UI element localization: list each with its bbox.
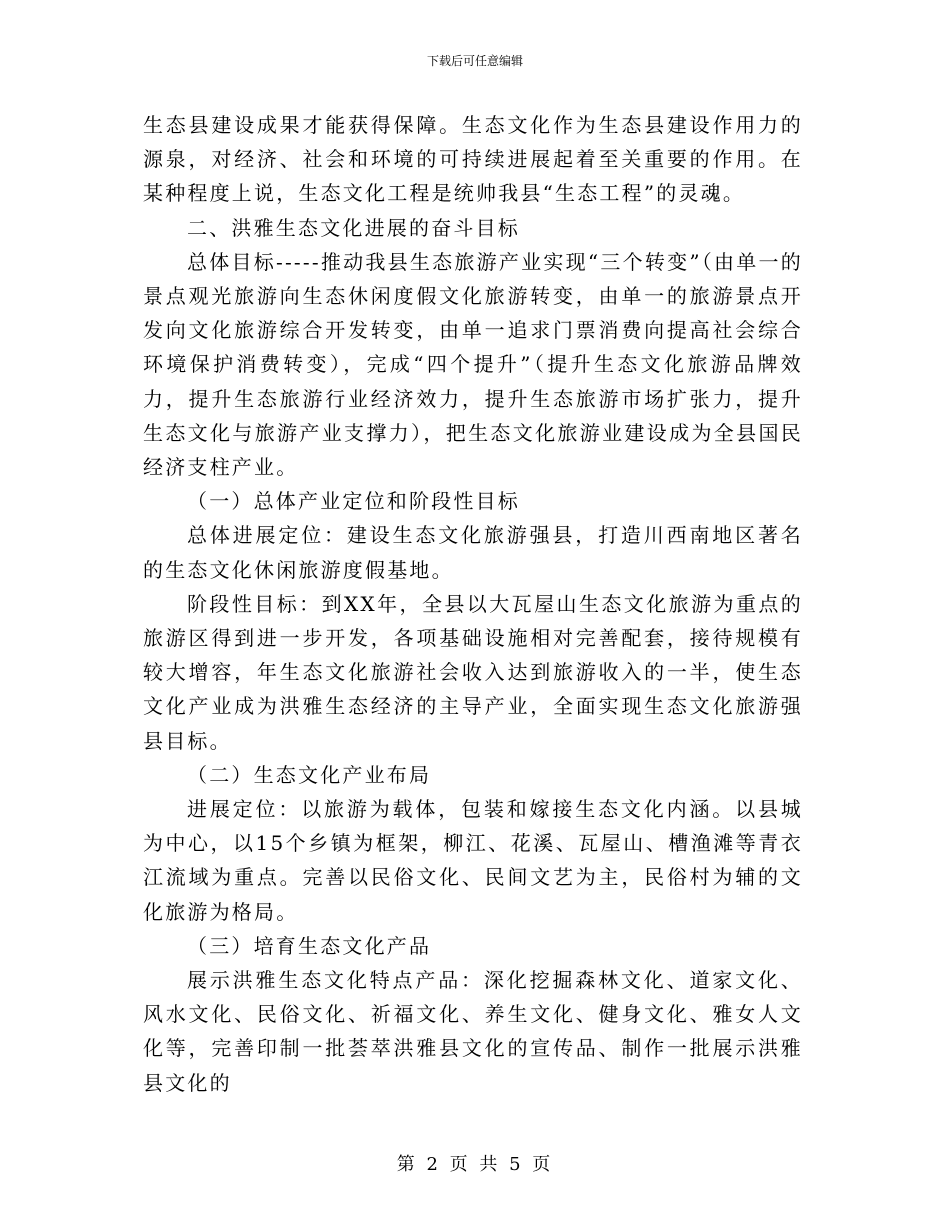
subheading-layout: （二）生态文化产业布局 bbox=[187, 762, 432, 787]
paragraph-layout: 进展定位：以旅游为载体，包装和嫁接生态文化内涵。以县城为中心，以15个乡镇为框架，柳江、花溪、瓦屋山、槽渔滩等青衣江流域为重点。完善以民俗文化、民间文艺为主，民俗村为辅的文化旅游为格局。 bbox=[143, 797, 803, 924]
paragraph-positioning: 总体进展定位：建设生态文化旅游强县，打造川西南地区著名的生态文化休闲旅游度假基地。 bbox=[143, 523, 803, 582]
subheading-positioning: （一）总体产业定位和阶段性目标 bbox=[187, 489, 520, 514]
section-heading: 二、洪雅生态文化进展的奋斗目标 bbox=[187, 215, 520, 240]
paragraph-continuation: 生态县建设成果才能获得保障。生态文化作为生态县建设作用力的源泉，对经济、社会和环境的可持续进展起着至关重要的作用。在某种程度上说，生态文化工程是统帅我县“生态工程”的灵魂。 bbox=[143, 113, 803, 206]
paragraph-overall-goal: 总体目标-----推动我县生态旅游产业实现“三个转变”（由单一的景点观光旅游向生态休闲度假文化旅游转变，由单一的旅游景点开发向文化旅游综合开发转变，由单一追求门票消费向提高社会综合环境保护消费转变），完成“四个提升”（提升生态文化旅游品牌效力，提升生态旅游行业经济效力，提升生态旅游市场扩张力，提升生态文化与旅游产业支撑力），把生态文化旅游业建设成为全县国民经济支柱产业。 bbox=[143, 249, 803, 480]
page-header: 下载后可任意编辑 bbox=[426, 54, 523, 68]
document-body bbox=[143, 108, 803, 1100]
page-number-footer: 第 2 页 共 5 页 bbox=[396, 1154, 554, 1175]
subheading-products: （三）培育生态文化产品 bbox=[187, 933, 432, 958]
paragraph-products: 展示洪雅生态文化特点产品：深化挖掘森林文化、道家文化、风水文化、民俗文化、祈福文化、养生文化、健身文化、雅女人文化等，完善印制一批荟萃洪雅县文化的宣传品、制作一批展示洪雅县文化的 bbox=[143, 968, 803, 1095]
paragraph-stage-goal: 阶段性目标：到XX年，全县以大瓦屋山生态文化旅游为重点的旅游区得到进一步开发，各项基础设施相对完善配套，接待规模有较大增容，年生态文化旅游社会收入达到旅游收入的一半，使生态文化产业成为洪雅生态经济的主导产业，全面实现生态文化旅游强县目标。 bbox=[143, 591, 803, 753]
